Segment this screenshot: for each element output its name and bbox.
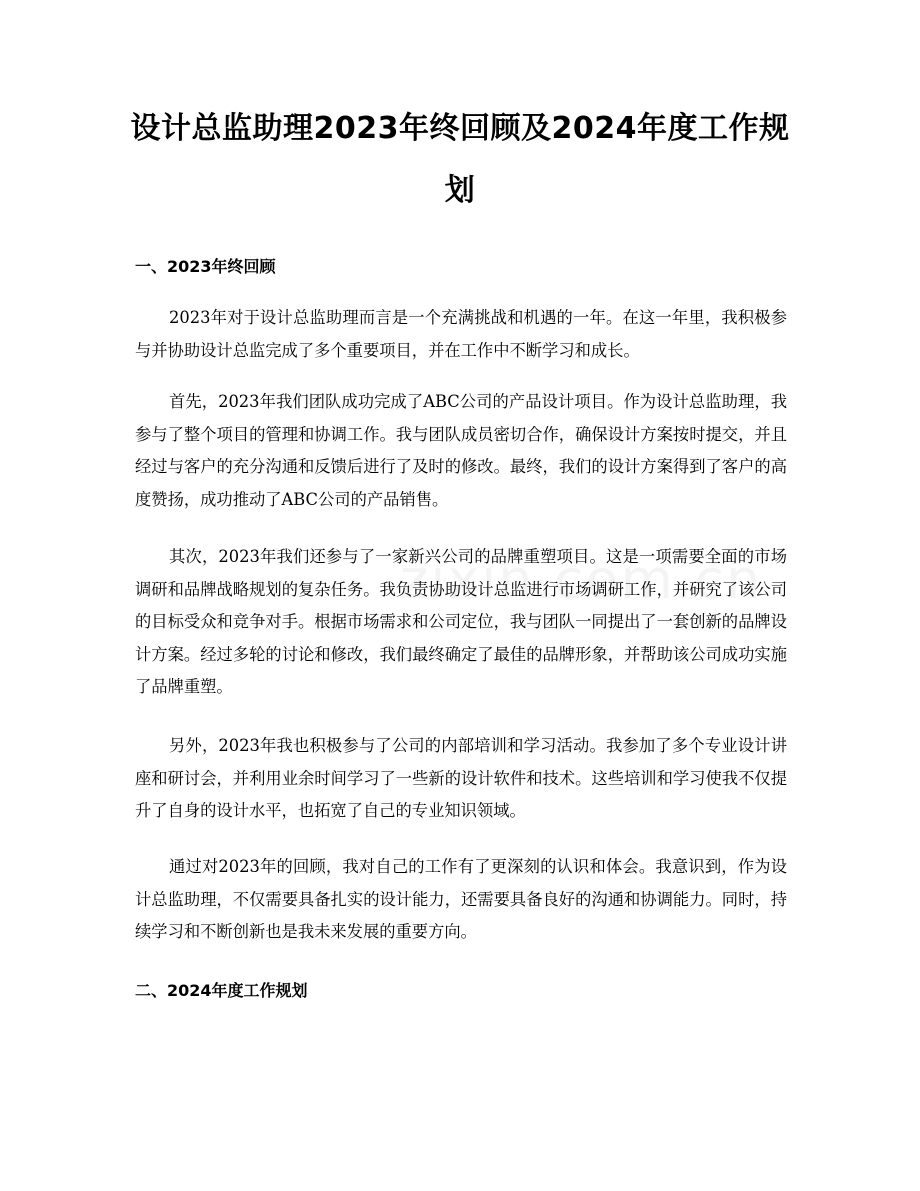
paragraph-intro: 2023年对于设计总监助理而言是一个充满挑战和机遇的一年。在这一年里，我积极参与并协助设计总监完成了多个重要项目，并在工作中不断学习和成长。 <box>135 308 787 360</box>
section-heading-review: 一、2023年终回顾 <box>135 257 276 276</box>
paragraph-training: 另外，2023年我也积极参与了公司的内部培训和学习活动。我参加了多个专业设计讲座和研讨会，并利用业余时间学习了一些新的设计软件和技术。这些培训和学习使我不仅提升了自身的设计水平，也拓宽了自己的专业知识领域。 <box>135 736 787 820</box>
paragraph-reflection: 通过对2023年的回顾，我对自己的工作有了更深刻的认识和体会。我意识到，作为设计总监助理，不仅需要具备扎实的设计能力，还需要具备良好的沟通和协调能力。同时，持续学习和不断创新也是我未来发展的重要方向。 <box>135 857 787 941</box>
paragraph-abc-project: 首先，2023年我们团队成功完成了ABC公司的产品设计项目。作为设计总监助理，我参与了整个项目的管理和协调工作。我与团队成员密切合作，确保设计方案按时提交，并且经过与客户的充分沟通和反馈后进行了及时的修改。最终，我们的设计方案得到了客户的高度赞扬，成功推动了ABC公司的产品销售。 <box>135 392 787 509</box>
paragraph-brand-project: 其次，2023年我们还参与了一家新兴公司的品牌重塑项目。这是一项需要全面的市场调研和品牌战略规划的复杂任务。我负责协助设计总监进行市场调研工作，并研究了该公司的目标受众和竞争对手。根据市场需求和公司定位，我与团队一同提出了一套创新的品牌设计方案。经过多轮的讨论和修改，我们最终确定了最佳的品牌形象，并帮助该公司成功实施了品牌重塑。 <box>135 547 787 696</box>
document-title: 设计总监助理2023年终回顾及2024年度工作规划 <box>130 111 790 208</box>
section-heading-plan: 二、2024年度工作规划 <box>135 981 308 1000</box>
